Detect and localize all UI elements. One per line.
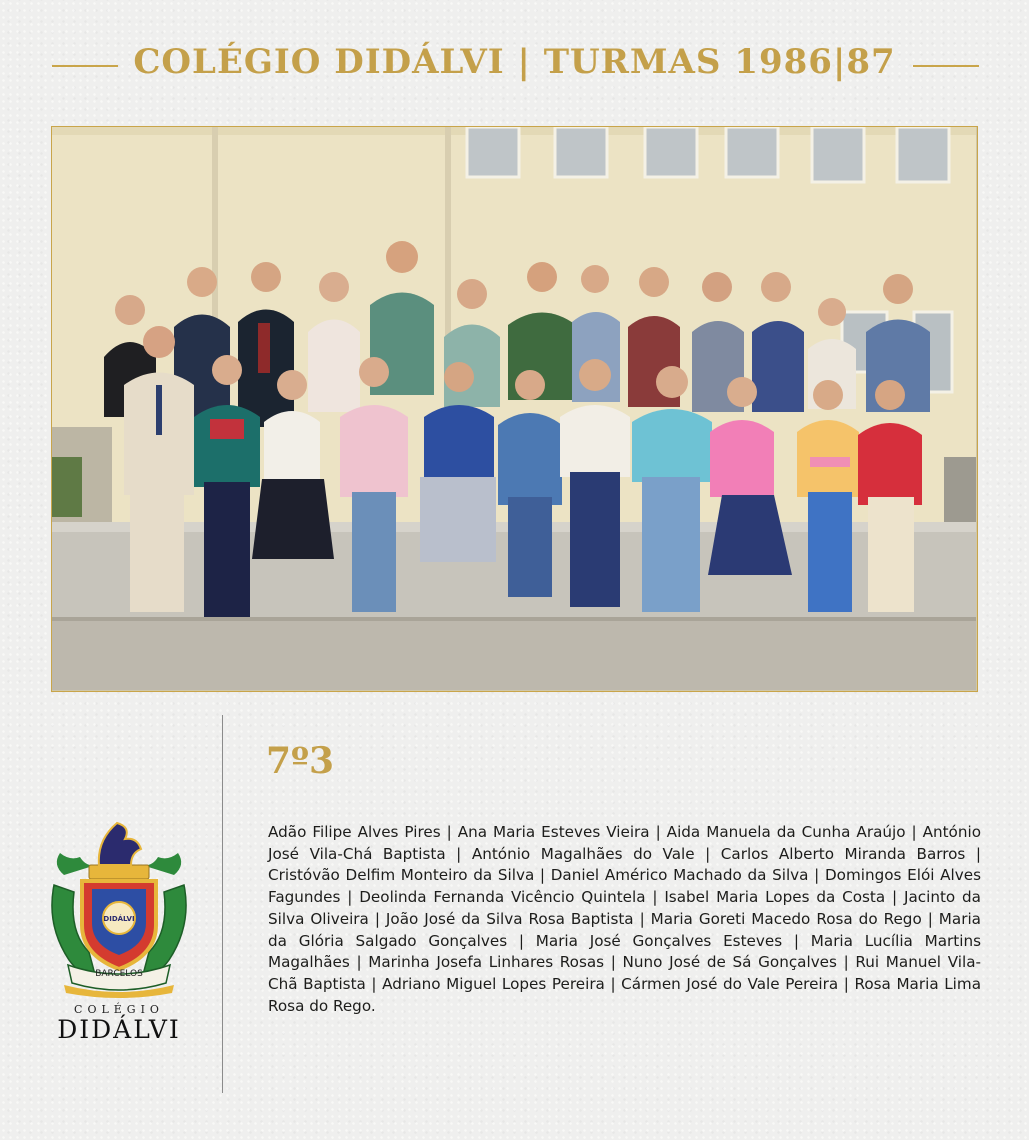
student-list: Adão Filipe Alves Pires | Ana Maria Esteves Vieira | Aida Manuela da Cunha Araújo | António José Vila-Chá Baptista | António Magalhães do Vale | Carlos Alberto Miranda Barros | Cristóvão Delfim Monteiro da Silva | Daniel Américo Machado da Silva | Domingos Elói Alves Fagundes | Deolinda Fernanda Vicêncio Quintela | Isabel Maria Lopes da Costa | Jacinto da Silva Oliveira | João José da Silva Rosa Baptista | Maria Goreti Macedo Rosa do Rego | Maria da Glória Salgado Gonçalves | Maria José Gonçalves Esteves | Maria Lucília Martins Magalhães | Marinha Josefa Linhares Rosas | Nuno José de Sá Gonçalves | Rui Manuel Vila-Chã Baptista | Adriano Miguel Lopes Pereira | Cármen José do Vale Pereira | Rosa Maria Lima Rosa do Rego. — [268, 823, 981, 1015]
svg-text:BARCELOS: BARCELOS — [95, 969, 143, 979]
page-header — [0, 40, 1029, 90]
school-logo — [44, 815, 194, 1045]
class-photo — [51, 126, 978, 692]
logo-big-word: DIDÁLVI — [57, 1015, 181, 1044]
svg-text:DIDÁLVI: DIDÁLVI — [103, 915, 135, 923]
class-name: 7º3 — [266, 740, 335, 782]
coat-of-arms-icon — [44, 815, 194, 1000]
page-title: COLÉGIO DIDÁLVI | TURMAS 1986|87 — [133, 42, 896, 82]
header-rule-right — [913, 65, 979, 67]
vertical-divider — [222, 715, 223, 1093]
logo-small-word: COLÉGIO — [74, 1003, 164, 1016]
